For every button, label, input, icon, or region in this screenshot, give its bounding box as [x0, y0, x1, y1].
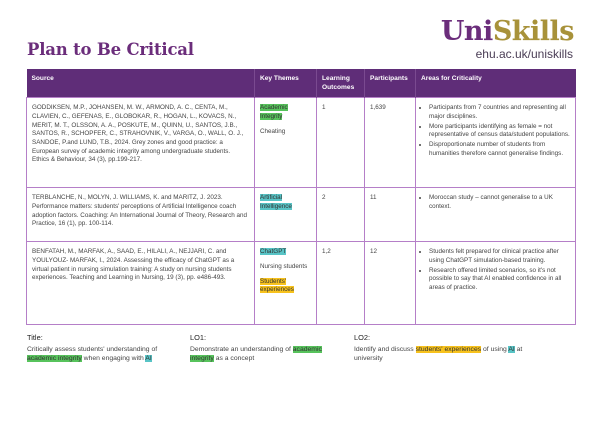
- lo1-label: LO1:: [190, 333, 207, 342]
- theme-tag: Cheating: [260, 127, 286, 135]
- criticality-cell: [416, 188, 576, 242]
- learning-outcomes-cell: 1,2: [317, 242, 365, 325]
- text-segment: Critically assess students' understanding of: [27, 345, 158, 353]
- lo2-label: LO2:: [354, 333, 371, 342]
- lo2-text: [354, 345, 529, 364]
- participants-cell: 12: [365, 242, 416, 325]
- highlighted-segment: AI: [508, 345, 515, 353]
- learning-outcome-1-block: [190, 333, 335, 364]
- logo-skills-text: Skills: [492, 16, 574, 47]
- title-text: [27, 345, 167, 364]
- highlighted-segment: academic integrity: [27, 355, 82, 363]
- column-header-participants: Participants: [365, 69, 416, 98]
- criticality-point: • Students felt prepared for clinical practice after using ChatGPT simulation-based training.: [429, 248, 570, 265]
- criticality-point: • Research offered limited scenarios, so it's not possible to say that AI enabled confidence in all areas of practice.: [429, 267, 570, 293]
- learning-outcome-2-block: [354, 333, 529, 364]
- logo-uni-text: Uni: [440, 16, 493, 47]
- source-cell: GODDIKSEN, M.P., JOHANSEN, M. W., ARMOND, A. C., CENTA, M., CLAVIEN, C., GEFENAS, E., GLOBOKAR, R., HOGAN, L., KOVACS, N., MERIT, M. T., OLSSON, A. A., POSKUTE, M., QUINN, U., SANTOS, J.B., SANTOS, R., SCHOPFER, C., STRAHOVNIK, V., VARGA, O., WALL, O. J., SANDOE, P.and LUND, T.B., 2024. Grey zones and good practice: a European survey of academic integrity among undergraduate students. Ethics & Behaviour, 34 (3), pp.199-217.: [27, 98, 255, 188]
- criticality-cell: [416, 242, 576, 325]
- text-segment: Demonstrate an understanding of: [190, 345, 293, 353]
- participants-cell: 11: [365, 188, 416, 242]
- critical-plan-table: [26, 69, 576, 325]
- column-header-areas-for-criticality: Areas for Criticality: [416, 69, 576, 98]
- participants-cell: 1,639: [365, 98, 416, 188]
- theme-tag: ChatGPT: [260, 248, 287, 256]
- theme-tag: Academic Integrity: [260, 104, 288, 120]
- table-row: [27, 242, 576, 325]
- page-title: Plan to Be Critical: [27, 40, 194, 59]
- key-themes-cell: [255, 98, 317, 188]
- learning-outcomes-cell: 2: [317, 188, 365, 242]
- highlighted-segment: AI: [145, 355, 152, 363]
- table-row: [27, 98, 576, 188]
- criticality-point: • More participants identifying as female = not representative of census data/student populations.: [429, 123, 570, 140]
- title-label: Title:: [27, 333, 43, 342]
- table-header-row: [27, 69, 576, 98]
- criticality-point: • Participants from 7 countries and representing all major disciplines.: [429, 104, 570, 121]
- learning-outcomes-cell: 1: [317, 98, 365, 188]
- theme-tag: Artificial Intelligence: [260, 194, 292, 210]
- column-header-source: Source: [27, 69, 255, 98]
- column-header-key-themes: Key Themes: [255, 69, 317, 98]
- assignment-title-block: [27, 333, 167, 364]
- highlighted-segment: students' experiences: [415, 345, 482, 353]
- criticality-point: • Disproportionate number of students from humanities therefore cannot generalise findings.: [429, 141, 570, 158]
- website-url[interactable]: ehu.ac.uk/uniskills: [475, 47, 573, 61]
- source-cell: BENFATAH, M., MARFAK, A., SAAD, E., HILALI, A., NEJJARI, C. and YOULYOUZ- MARFAK, I., 2024. Assessing the efficacy of ChatGPT as a virtual patient in nursing simulation training: A study on nursing students experiences. Teaching and Learning in Nursing, 19 (3), pp. e486-493.: [27, 242, 255, 325]
- criticality-point: • Moroccan study – cannot generalise to a UK context.: [429, 194, 570, 211]
- criticality-cell: [416, 98, 576, 188]
- lo1-text: [190, 345, 335, 364]
- text-segment: when engaging with: [81, 355, 146, 363]
- key-themes-cell: [255, 242, 317, 325]
- uniskills-logo: [441, 18, 574, 45]
- theme-tag: Students' experiences: [260, 277, 294, 294]
- theme-tag: Nursing students: [260, 262, 308, 270]
- text-segment: Identify and discuss: [354, 345, 416, 353]
- key-themes-cell: [255, 188, 317, 242]
- source-cell: TERBLANCHE, N., MOLYN, J. WILLIAMS, K. and MARITZ, J. 2023. Performance matters: students' perceptions of Artificial Intelligence coach adoption factors. Coaching: An International Journal of Theory, Research and Practice, 16 (1), pp. 100-114.: [27, 188, 255, 242]
- text-segment: at university: [354, 345, 523, 363]
- column-header-learning-outcomes: Learning Outcomes: [317, 69, 365, 98]
- highlighted-segment: academic integrity: [190, 345, 322, 363]
- table-row: [27, 188, 576, 242]
- text-segment: of using: [481, 345, 509, 353]
- text-segment: as a concept: [213, 355, 255, 363]
